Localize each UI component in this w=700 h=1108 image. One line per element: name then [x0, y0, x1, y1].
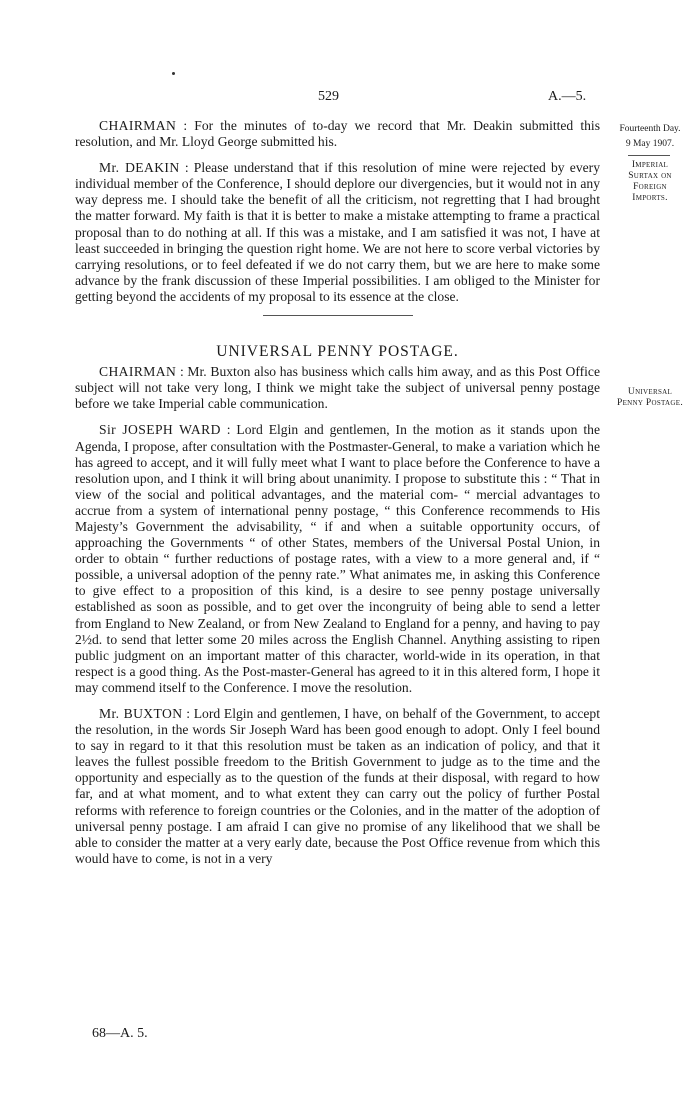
paragraph-buxton: [75, 706, 600, 867]
margin-note-penny-postage: Universal Penny Postage.: [616, 387, 683, 408]
speaker-name: Mr. BUXTON: [99, 706, 183, 721]
speaker-name: CHAIRMAN: [99, 364, 177, 380]
speaker-name: CHAIRMAN: [99, 118, 177, 133]
margin-note-day: Fourteenth Day.: [619, 124, 681, 134]
paragraph-text: : For the minutes of to-day we record that Mr. Deakin submitted this resolution, and Mr. Lloyd George submitted his.: [75, 118, 600, 150]
paragraph-deakin: [75, 160, 600, 305]
paragraph-text: : Lord Elgin and gentlemen, I have, on behalf of the Government, to accept the resolution, in the words Sir Joseph Ward has been good enough to adopt. Only I feel bound to say in regard to it that this resolution must be taken as an indication of policy, and that it leaves the fullest possible freedom to the British Government to judge as to the time and the opportunity and especially as to the question of the funds at their disposal, with regard to how far, and at what moment, and to what extent they can carry out the policy of further Postal reforms with reference to foreign countries or the Colonies, and in the matter of the adoption of universal penny postage. I am afraid I can give no promise of any likelihood that we shall be able to consider the matter at a very early date, because the Post Office revenue from which this would have to come, is not in a very: [75, 706, 600, 866]
page-number: 529: [318, 89, 339, 104]
paragraph-ward: [75, 422, 600, 696]
margin-note-imperial-surtax: Imperial Surtax on Foreign Imports.: [628, 160, 672, 203]
paragraph-chairman-1: [75, 118, 600, 150]
print-speck: [172, 72, 175, 75]
section-divider: [263, 315, 413, 316]
document-reference: A.—5.: [548, 89, 587, 104]
margin-note-date: 9 May 1907.: [625, 139, 675, 149]
paragraph-text: : Please understand that if this resolution of mine were rejected by every individual member of the Conference, I should deplore our divergencies, but it would not in any way depress me. I should take the benefit of all the criticism, not regretting that I had brought the matter forward. My faith is that it is better to make a mistake attempting to frame a practical proposal than to do nothing at all. If this was a mistake, and I am satisfied it was not, I have at least succeeded in bringing the question right home. We are not here to score verbal victories by carrying resolutions, or to feel defeated if we do not carry them, but we are here to make some advance by the frank discussion of these Imperial possibilities. I am obliged to the Minister for getting beyond the accidents of my proposal to its essence at the close.: [75, 160, 600, 304]
paragraph-text: : Lord Elgin and gentlemen, In the motion as it stands upon the Agenda, I propose, after consultation with the Postmaster-General, to make a variation which he has agreed to accept, and it will fully meet what I want to place before the Conference to have a resolution upon, and I think it will bring about unanimity. I propose to substitute this : “ That in view of the social and political advantages, and the material com- “ mercial advantages to accrue from a system of international penny postage, “ this Conference recommends to His Majesty’s Government the advisability, “ if and when a suitable opportunity occurs, of approaching the Governments “ of other States, members of the Universal Postal Union, in order to obtain “ further reductions of postage rates, with a view to a more general and, if “ possible, a universal adoption of the penny rate.” What animates me, in asking this Conference to give effect to a proposition of this kind, is a desire to see penny postage universally established as soon as possible, and to get over the incongruity of being able to send a letter from England to New Zealand, or from New Zealand to England for a penny, and having to pay 2½d. to send that letter some 20 miles across the English Channel. Anything assisting to ripen public judgment on an important matter of this character, world-wide in its operation, in that respect is a good thing. As the Post-master-General has agreed to it in this altered form, I hope it may commend itself to the Conference. I move the resolution.: [75, 422, 600, 695]
page-header: [0, 89, 700, 109]
margin-divider: [628, 155, 670, 156]
footer-reference: 68—A. 5.: [92, 1026, 148, 1041]
speaker-name: Mr. DEAKIN: [99, 160, 180, 176]
paragraph-chairman-2: [75, 364, 600, 412]
speaker-name: Sir JOSEPH WARD: [99, 422, 221, 438]
section-heading: UNIVERSAL PENNY POSTAGE.: [216, 343, 459, 361]
paragraph-text: : Mr. Buxton also has business which calls him away, and as this Post Office subject will not take very long, I think we might take the subject of universal penny postage before we take Imperial cable communication.: [75, 364, 600, 412]
main-text: [75, 118, 600, 877]
